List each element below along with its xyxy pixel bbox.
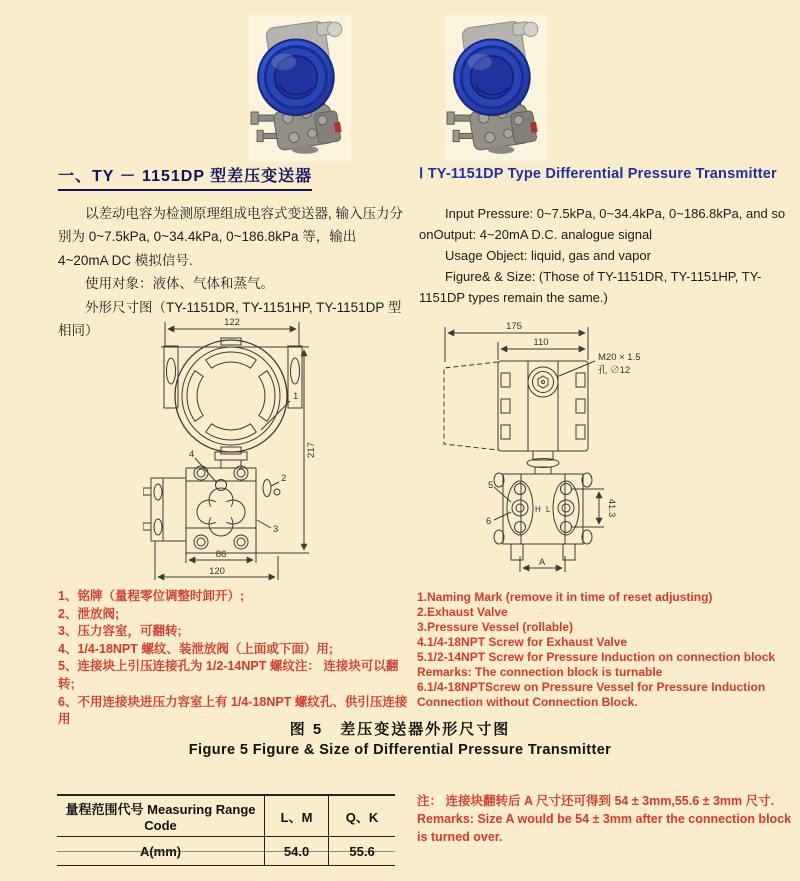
zh-note-1: 1、铭牌（量程零位调整时卸开）; <box>58 589 245 603</box>
dim-110-label: 110 <box>533 337 549 348</box>
callout-3: 3 <box>273 524 279 535</box>
en-note-3: 3.Pressure Vessel (rollable) <box>417 620 574 634</box>
transmitter-photo-left <box>248 14 352 162</box>
dim-413-label: 41.3 <box>606 498 617 518</box>
hole-spec-label: 孔 ∅12 <box>598 365 631 376</box>
header-qk: Q、K <box>329 795 395 837</box>
callout-notes-en <box>417 590 797 710</box>
header-range-code: 量程范围代号 Measuring Range Code <box>57 795 265 837</box>
zh-note-4: 4、1/4-18NPT 螺纹、装泄放阀（上面或下面）用; <box>58 641 334 656</box>
port-l-label: L <box>546 505 551 514</box>
intro-paragraphs-en <box>419 203 793 308</box>
en-note-1: 1.Naming Mark (remove it in time of reset adjusting) <box>417 590 713 604</box>
zh-paragraph-input: 以差动电容为检测原理组成电容式变送器, 输入压力分别为 0~7.5kPa, 0~34.4kPa, 0~186.8kPa 等，输出 4~20mA DC 模拟信号. <box>58 206 404 268</box>
dim-120-label: 120 <box>209 566 225 577</box>
thread-spec-label: M20 × 1.5 <box>598 352 641 363</box>
callout-1: 1 <box>293 391 299 402</box>
zh-note-6: 6、不用连接块进压力容室上有 1/4-18NPT 螺纹孔、供引压连接用 <box>58 694 408 727</box>
side-view-drawing <box>441 316 733 588</box>
dim-86-label: 86 <box>215 549 227 560</box>
table-bottom-rule <box>57 851 395 852</box>
callout-2: 2 <box>281 473 287 484</box>
front-view-drawing <box>143 316 331 584</box>
dim-217-label: 217 <box>306 442 317 458</box>
zh-note-2: 2、泄放阀; <box>58 606 120 621</box>
cell-lm-value: 54.0 <box>265 837 329 866</box>
en-paragraph-figure: Figure& & Size: (Those of TY-1151DR, TY-1151HP, TY-1151DP types remain the same.) <box>419 269 762 306</box>
en-note-4: 4.1/4-18NPT Screw for Exhaust Valve <box>417 635 628 649</box>
zh-paragraph-figure: 外形尺寸图（TY-1151DR, TY-1151HP, TY-1151DP 型相同） <box>58 299 402 339</box>
en-note-5: 5.1/2-14NPT Screw for Pressure Induction on connection block <box>417 650 776 664</box>
cell-qk-value: 55.6 <box>329 837 395 866</box>
section-heading-en: Ⅰ TY-1151DP Type Differential Pressure Transmitter <box>419 166 777 182</box>
side-view-line-art <box>444 327 604 572</box>
callout-4: 4 <box>189 449 195 460</box>
dim-122-label: 122 <box>224 317 240 328</box>
port-h-label: H <box>535 505 541 514</box>
remark-en: Remarks: Size A would be 54 ± 3mm after the connection block is turned over. <box>417 812 792 844</box>
zh-note-3: 3、压力容室，可翻转; <box>58 624 182 639</box>
callout-5: 5 <box>488 480 494 491</box>
section-heading-zh: 一、TY － 1151DP 型差压变送器 <box>58 163 312 191</box>
callout-notes-zh <box>58 588 414 729</box>
zh-paragraph-usage: 使用对象：液体、气体和蒸气。 <box>85 276 274 292</box>
remark-zh: 注： 连接块翻转后 A 尺寸还可得到 54 ± 3mm,55.6 ± 3mm 尺寸. <box>417 794 775 808</box>
dim-a-label: A <box>538 557 546 568</box>
en-note-remarks: Remarks: The connection block is turnable <box>417 665 663 679</box>
en-note-6: 6.1/4-18NPTScrew on Pressure Vessel for Pressure Induction Connection without Connection Block. <box>417 680 766 709</box>
transmitter-photo-right <box>444 14 548 162</box>
cell-a-mm: A(mm) <box>57 837 265 866</box>
measuring-range-table <box>57 794 395 866</box>
figure-caption-zh: 图 5 差压变送器外形尺寸图 <box>289 721 511 738</box>
en-note-2: 2.Exhaust Valve <box>417 605 508 619</box>
front-view-line-art <box>143 322 309 580</box>
en-paragraph-usage: Usage Object: liquid, gas and vapor <box>445 248 651 264</box>
figure-caption-en: Figure 5 Figure & Size of Differential Pressure Transmitter <box>188 742 612 758</box>
en-paragraph-input: Input Pressure: 0~7.5kPa, 0~34.4kPa, 0~186.8kPa, and so onOutput: 4~20mA D.C. analogue signal <box>419 206 786 243</box>
figure-caption <box>0 718 800 758</box>
header-lm: L、M <box>265 795 329 837</box>
dim-175-label: 175 <box>506 321 522 332</box>
zh-note-5: 5、连接块上引压连接孔为 1/2-14NPT 螺纹注： 连接块可以翻转; <box>58 659 399 691</box>
table-header-row <box>57 795 395 837</box>
remark-block <box>417 792 795 846</box>
callout-6: 6 <box>486 516 492 527</box>
